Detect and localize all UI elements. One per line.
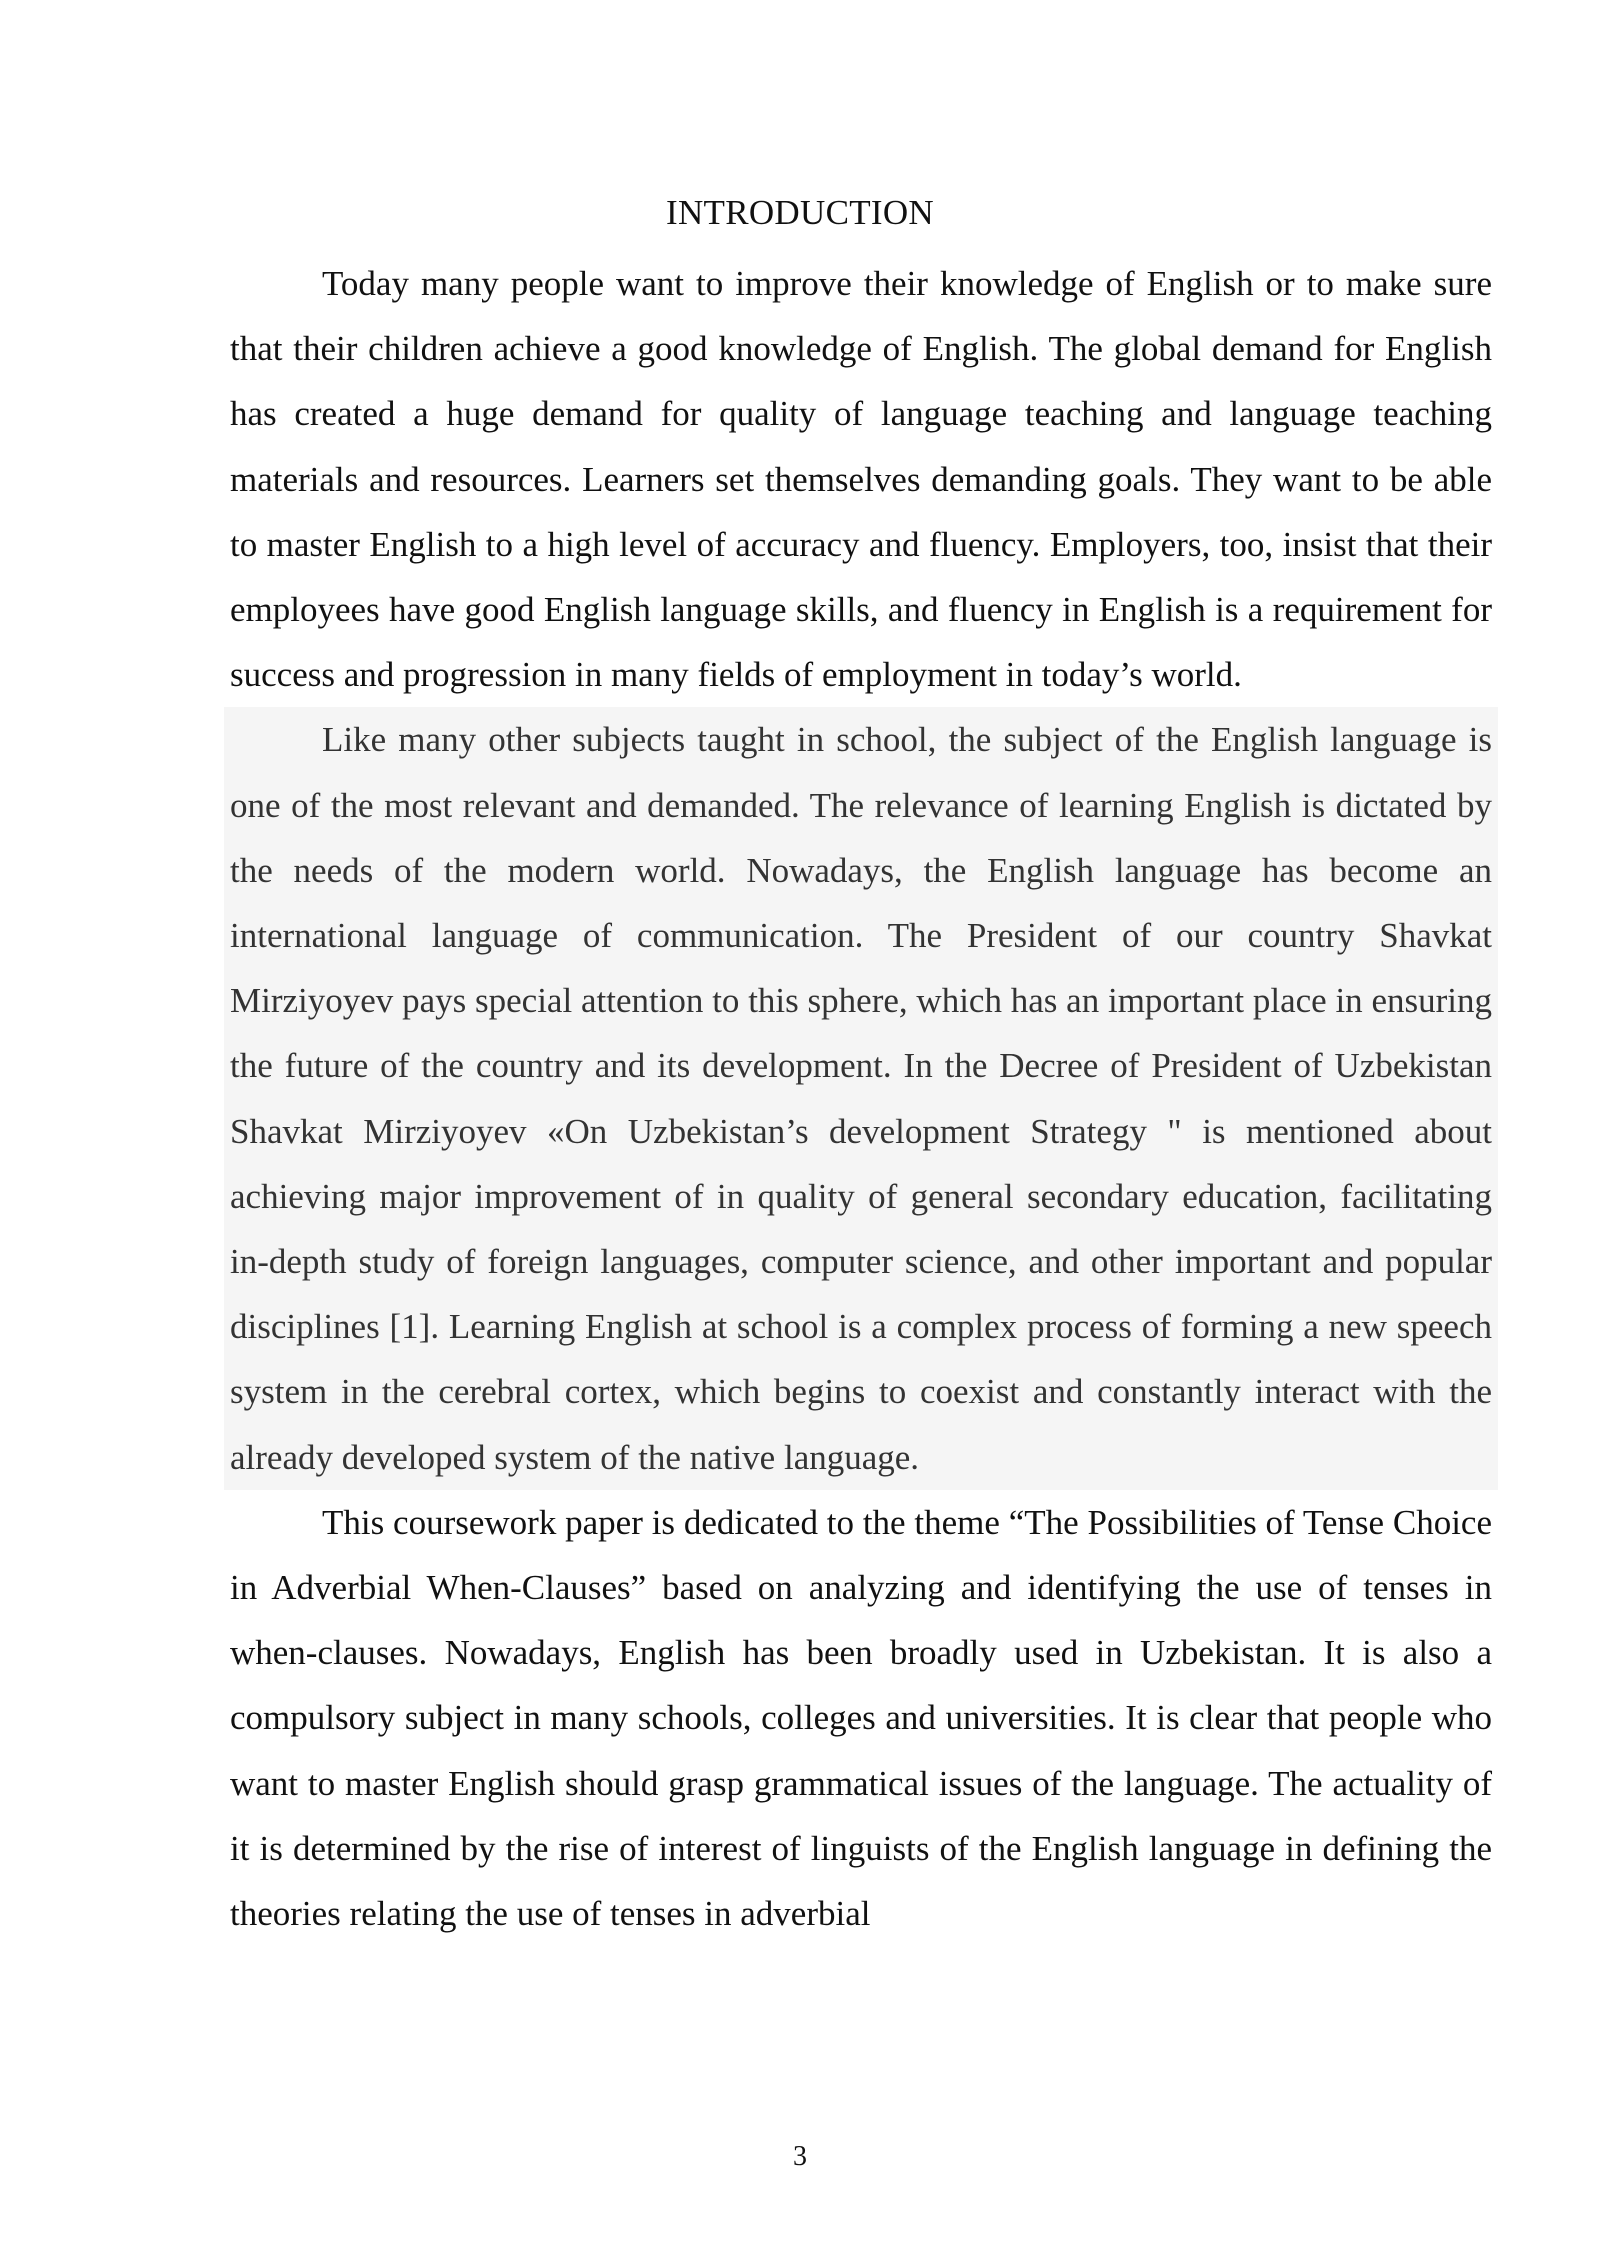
page-number: 3 — [793, 2141, 807, 2172]
paragraph-coursework: This coursework paper is dedicated to the theme “The Possibilities of Tense Choice in Adverbial When-Clauses” based on analyzing and identifying the use of tenses in when-clauses. Nowadays, English has been broadly used in Uzbekistan. It is also a compulsory subject in many schools, colleges and universities. It is clear that people who want to master English should grasp grammatical issues of the language. The actuality of it is determined by the rise of interest of linguists of the English language in defining the theories relating the use of tenses in adverbial — [230, 1502, 1492, 1934]
section-heading: INTRODUCTION — [665, 193, 934, 232]
paragraph-relevance: Like many other subjects taught in school, the subject of the English language is one of the most relevant and demanded. The relevance of learning English is dictated by the needs of the modern world. Nowadays, the English language has become an international language of communication. The President of our country Shavkat Mirziyoyev pays special attention to this sphere, which has an important place in ensuring the future of the country and its development. In the Decree of President of Uzbekistan Shavkat Mirziyoyev «On Uzbekistan’s development Strategy " is mentioned about achieving major improvement of in quality of general secondary education, facilitating in-depth study of foreign languages, computer science, and other important and popular disciplines [1]. Learning English at school is a complex process of forming a new speech system in the cerebral cortex, which begins to coexist and constantly interact with the already developed system of the native language. — [230, 707, 1492, 1489]
body-text — [230, 251, 1492, 1946]
paragraph-intro: Today many people want to improve their knowledge of English or to make sure that their children achieve a good knowledge of English. The global demand for English has created a huge demand for quality of language teaching and language teaching materials and resources. Learners set themselves demanding goals. They want to be able to master English to a high level of accuracy and fluency. Employers, too, insist that their employees have good English language skills, and fluency in English is a requirement for success and progression in many fields of employment in today’s world. — [230, 264, 1492, 695]
